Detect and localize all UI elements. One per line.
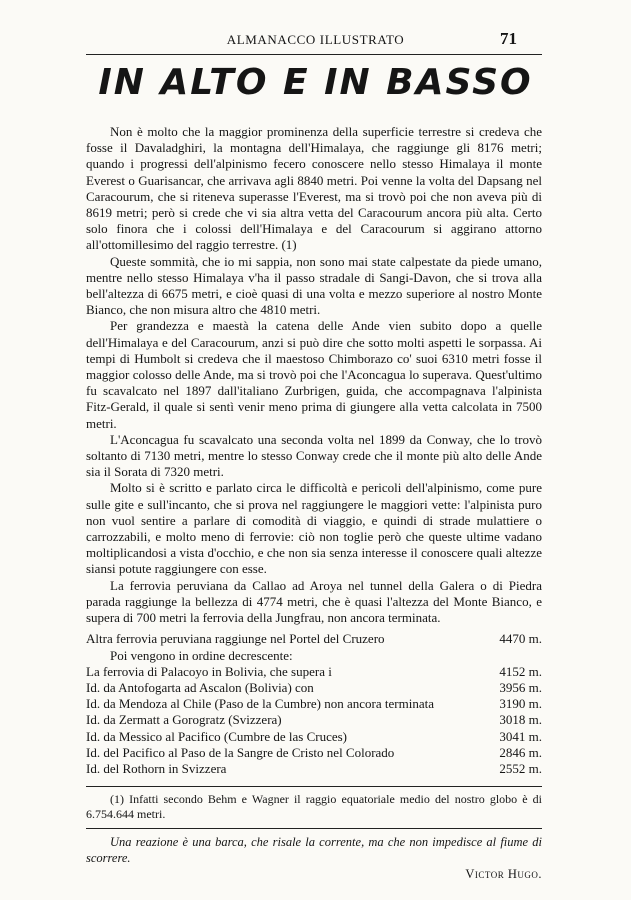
footnote: (1) Infatti secondo Behm e Wagner il raggio equatoriale medio del nostro globo è di 6.754.644 metri. <box>86 792 542 822</box>
list-item <box>86 696 542 712</box>
running-head-title: ALMANACCO ILLUSTRATO <box>226 32 405 47</box>
railway-altitude: 2552 m. <box>499 760 542 776</box>
running-head <box>0 29 631 52</box>
railway-label: Altra ferrovia peruviana raggiunge nel Portel del Cruzero <box>86 631 385 647</box>
list-item <box>86 631 542 647</box>
list-item <box>86 664 542 680</box>
paragraph: Non è molto che la maggior prominenza della superficie terrestre si credeva che fosse il Davaladghiri, la montagna dell'Himalaya, che raggiunge gli 8176 metri; quando i progressi dell'alpinismo fecero conoscere nello stesso Himalaya il monte Everest o Guarisancar, che arrivava agli 8840 metri. Poi venne la volta del Dapsang nel Caracourum, che si riteneva superasse l'Everest, ma si trovò poi che non aveva più di 8619 metri; però si crede che vi sia altra vetta del Caracourum ancora più alta. Certo solo finora che i colossi dell'Himalaya e del Caracourum si aggirano attorno all'ottomillesimo del raggio terrestre. (1) <box>86 124 542 253</box>
paragraph: Per grandezza e maestà la catena delle Ande vien subito dopo a quelle dell'Himalaya e del Caracourum, anzi si può dire che sotto molti aspetti le sorpassa. Ai tempi di Humbolt si credeva che il maestoso Chimborazo co' suoi 6310 metri fosse il maggior colosso delle Ande, ma si trovò poi che l'Aconcagua lo superava. Quest'ultimo fu scavalcato nel 1897 dall'italiano Zurbrigen, guida, che accompagnava l'alpinista Fitz-Gerald, il quale si sentì venir meno prima di giungere alla vetta calcolata in 7500 metri. <box>86 318 542 431</box>
railway-altitude-list <box>86 631 542 777</box>
list-intro-row <box>86 648 542 664</box>
page-number: 71 <box>500 29 517 48</box>
railway-label: Id. del Pacifico al Paso de la Sangre de Cristo nel Colorado <box>86 744 395 760</box>
list-item <box>86 680 542 696</box>
footnote-rule <box>86 786 542 787</box>
closing-quote: Una reazione è una barca, che risale la corrente, ma che non impedisce al fiume di scorrere. <box>86 835 542 865</box>
list-intro: Poi vengono in ordine decrescente: <box>110 647 293 663</box>
railway-altitude: 3018 m. <box>499 712 542 728</box>
railway-altitude: 3956 m. <box>499 679 542 695</box>
article-title: IN ALTO E IN BASSO <box>98 62 533 103</box>
quote-author: Victor Hugo. <box>465 867 542 882</box>
paragraph: L'Aconcagua fu scavalcato una seconda volta nel 1899 da Conway, che lo trovò soltanto di 7130 metri, mentre lo stesso Conway crede che il monte più alto delle Ande sia il Sorata di 7320 metri. <box>86 431 542 480</box>
railway-altitude: 4470 m. <box>499 631 542 647</box>
paragraph: La ferrovia peruviana da Callao ad Aroya nel tunnel della Galera o di Piedra parada raggiunge la bellezza di 4774 metri, che è quasi l'altezza del Monte Bianco, e supera di 700 metri la ferrovia della Jungfrau, non ancora terminata. <box>86 577 542 626</box>
railway-label: La ferrovia di Palacoyo in Bolivia, che supera i <box>86 663 332 679</box>
list-item <box>86 712 542 728</box>
railway-label: Id. da Messico al Pacifico (Cumbre de las Cruces) <box>86 728 348 744</box>
list-item <box>86 761 542 777</box>
railway-label: Id. da Mendoza al Chile (Paso de la Cumbre) non ancora terminata <box>86 696 434 712</box>
paragraph: Queste sommità, che io mi sappia, non sono mai state calpestate da piede umano, mentre nello stesso Himalaya v'ha il passo stradale di Sangi-Davon, che si trova alla bell'altezza di 6675 metri, e cioè quasi di una volta e mezzo superiore al nostro Monte Bianco, che non misura altro che 4810 metri. <box>86 253 542 318</box>
railway-altitude: 3190 m. <box>499 696 542 712</box>
railway-label: Id. da Zermatt a Gorogratz (Svizzera) <box>86 712 282 728</box>
railway-label: Id. del Rothorn in Svizzera <box>86 760 227 776</box>
header-rule <box>86 54 542 55</box>
list-item <box>86 745 542 761</box>
railway-label: Id. da Antofogarta ad Ascalon (Bolivia) con <box>86 679 314 695</box>
railway-altitude: 3041 m. <box>499 728 542 744</box>
railway-altitude: 2846 m. <box>499 744 542 760</box>
railway-altitude: 4152 m. <box>499 663 542 679</box>
list-item <box>86 729 542 745</box>
paragraph: Molto si è scritto e parlato circa le difficoltà e pericoli dell'alpinismo, come pure sulle gite e sull'incanto, che si prova nel raggiungere le maggiori vette: l'alpinista puro non vuol sentire a parlare di comodità di viaggio, e quindi di strade mulattiere o carrozzabili, e molto meno di ferrovie: ciò non toglie però che queste ultime vadano moltiplicandosi a vista d'occhio, e che non sia senza interesse il conoscere quali altezze siansi potute raggiungere con esse. <box>86 480 542 577</box>
article-body <box>86 124 542 882</box>
quote-rule <box>86 828 542 829</box>
